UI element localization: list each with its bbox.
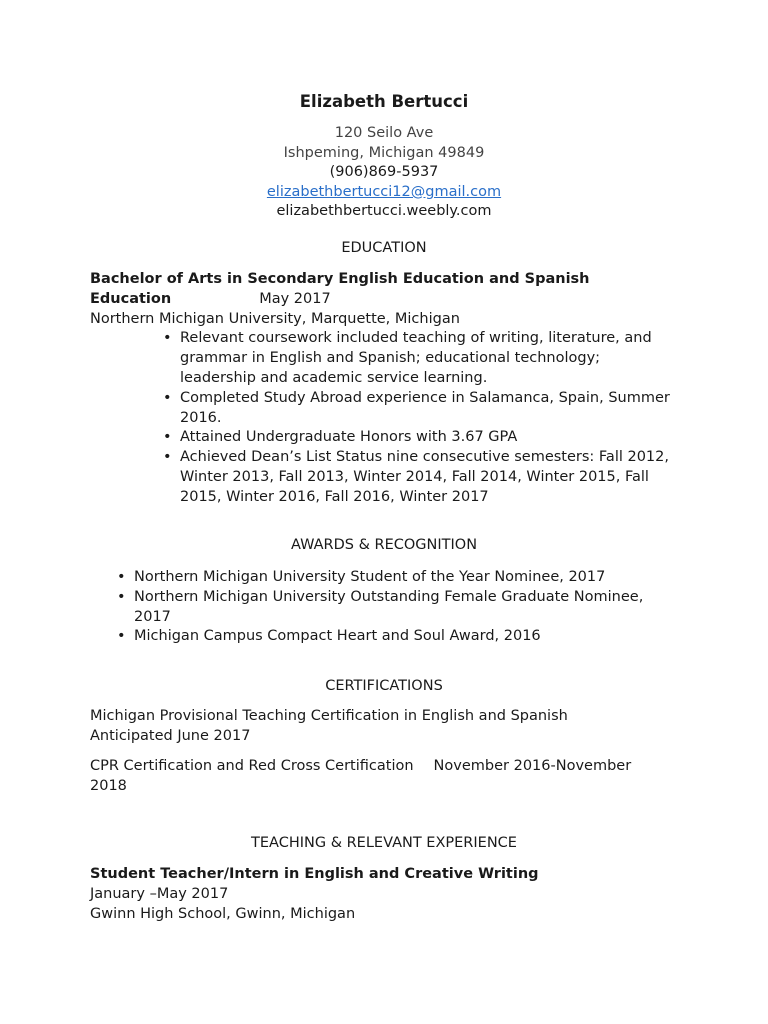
list-item: • Northern Michigan University Student of the Year Nominee, 2017	[115, 568, 680, 588]
list-item: • Northern Michigan University Outstanding Female Graduate Nominee, 2017	[115, 588, 680, 628]
education-heading: EDUCATION	[341, 240, 427, 256]
experience-dates: January –May 2017	[90, 885, 229, 902]
certification-2-dates-end: 2018	[90, 777, 127, 794]
contact-info	[0, 124, 768, 222]
list-item: • Achieved Dean’s List Status nine consecutive semesters: Fall 2012, Winter 2013, Fall 2013, Winter 2014, Fall 2014, Winter 2015, Fall 2015, Winter 2016, Fall 2016, Winter 2017	[161, 448, 671, 507]
list-item: • Attained Undergraduate Honors with 3.67 GPA	[161, 428, 671, 448]
certification-2	[90, 757, 690, 797]
education-section	[90, 270, 690, 508]
experience-heading: TEACHING & RELEVANT EXPERIENCE	[251, 835, 517, 851]
address-line-1: 120 Seilo Ave	[334, 125, 434, 141]
experience-role: Student Teacher/Intern in English and Creative Writing	[90, 866, 539, 882]
resume-name: Elizabeth Bertucci	[299, 92, 469, 111]
certification-1-date: Anticipated June 2017	[90, 727, 251, 744]
certifications-heading: CERTIFICATIONS	[325, 678, 443, 694]
education-bullet-list	[161, 329, 671, 507]
degree-title-line1: Bachelor of Arts in Secondary English Education and Spanish	[90, 271, 590, 287]
address-line-2: Ishpeming, Michigan 49849	[283, 144, 485, 161]
degree-title-line2: Education	[90, 290, 172, 307]
certification-2-name: CPR Certification and Red Cross Certification	[90, 758, 414, 774]
email-link[interactable]: elizabethbertucci12@gmail.com	[266, 183, 502, 200]
awards-heading: AWARDS & RECOGNITION	[290, 537, 478, 553]
certification-2-dates: November 2016-November	[433, 758, 632, 774]
list-item: • Completed Study Abroad experience in Salamanca, Spain, Summer 2016.	[161, 389, 671, 429]
degree-date: May 2017	[259, 290, 331, 307]
school-name: Northern Michigan University, Marquette, Michigan	[90, 310, 460, 327]
awards-list	[115, 568, 680, 647]
certification-1	[90, 707, 690, 747]
certification-1-name: Michigan Provisional Teaching Certification in English and Spanish	[90, 708, 568, 724]
experience-location: Gwinn High School, Gwinn, Michigan	[90, 905, 356, 922]
awards-section	[115, 568, 680, 647]
list-item: • Relevant coursework included teaching of writing, literature, and grammar in English and Spanish; educational technology; leadership and academic service learning.	[161, 329, 671, 388]
phone-number: (906)869-5937	[329, 164, 439, 181]
list-item: • Michigan Campus Compact Heart and Soul Award, 2016	[115, 627, 680, 647]
website-text: elizabethbertucci.weebly.com	[276, 203, 492, 220]
experience-section	[90, 865, 690, 924]
